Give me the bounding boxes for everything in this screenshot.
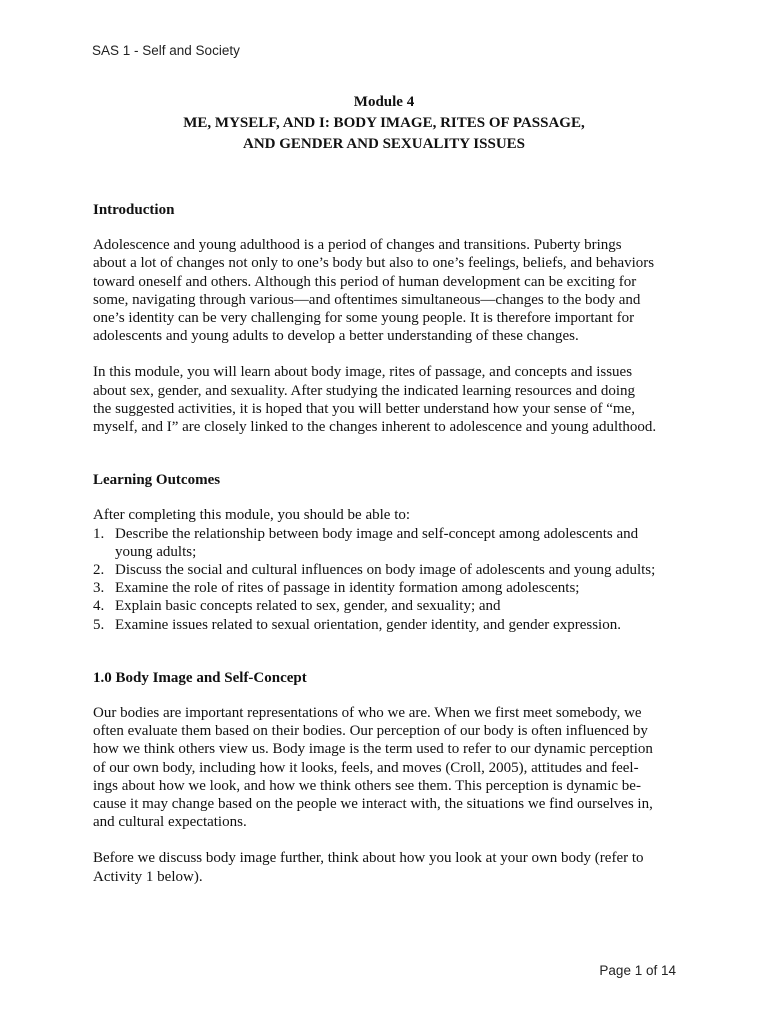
introduction-heading: Introduction xyxy=(93,202,175,218)
list-item-text: Explain basic concepts related to sex, gender, and sexuality; and xyxy=(115,598,501,615)
body-image-heading: 1.0 Body Image and Self-Concept xyxy=(93,669,307,686)
module-title-line-2: AND GENDER AND SEXUALITY ISSUES xyxy=(242,136,525,152)
text-line: myself, and I” are closely linked to the changes inherent to adolescence and young adulthood. xyxy=(93,419,657,436)
text-line: In this module, you will learn about body image, rites of passage, and concepts and issues xyxy=(93,364,633,381)
list-item xyxy=(93,597,683,615)
list-item-number: 1. xyxy=(93,525,105,542)
text-line: about sex, gender, and sexuality. After studying the indicated learning resources and doing xyxy=(93,382,636,399)
list-item-number: 2. xyxy=(93,562,105,579)
text-line: toward oneself and others. Although this period of human development can be exciting for xyxy=(93,273,637,290)
body-image-paragraph-1 xyxy=(93,704,683,831)
text-line: often evaluate them based on their bodies. Our perception of our body is often influenced by xyxy=(93,723,648,740)
text-line: about a lot of changes not only to one’s body but also to one’s feelings, beliefs, and behaviors xyxy=(93,255,655,272)
list-item-text: Examine issues related to sexual orientation, gender identity, and gender expression. xyxy=(115,616,621,633)
text-line: some, navigating through various—and oftentimes simultaneous—changes to the body and xyxy=(93,291,641,308)
text-line: adolescents and young adults to develop a better understanding of these changes. xyxy=(93,328,579,345)
list-item-number: 3. xyxy=(93,580,105,597)
page-content xyxy=(93,201,683,886)
list-item xyxy=(93,525,683,561)
module-title-block xyxy=(0,92,768,155)
text-line: and cultural expectations. xyxy=(93,814,247,831)
list-item-text: young adults; xyxy=(115,543,197,560)
list-item xyxy=(93,561,683,579)
list-item xyxy=(93,616,683,634)
body-image-paragraph-2 xyxy=(93,849,683,885)
text-line: cause it may change based on the people we interact with, the situations we find ourselves in, xyxy=(93,796,653,813)
page-number: Page 1 of 14 xyxy=(599,963,676,978)
learning-outcomes-heading: Learning Outcomes xyxy=(93,472,221,489)
text-line: one’s identity can be very challenging for some young people. It is therefore important for xyxy=(93,310,635,327)
list-item-text: Describe the relationship between body image and self-concept among adolescents and xyxy=(115,525,639,542)
running-header: SAS 1 - Self and Society xyxy=(92,43,240,58)
text-line: Activity 1 below). xyxy=(93,868,203,885)
text-line: ings about how we look, and how we think others see them. This perception is dynamic be- xyxy=(93,777,641,794)
learning-outcomes-list xyxy=(93,525,683,634)
list-item-text: Examine the role of rites of passage in identity formation among adolescents; xyxy=(115,580,580,597)
text-line: how we think others view us. Body image is the term used to refer to our dynamic perception xyxy=(93,741,653,758)
text-line: Our bodies are important representations of who we are. When we first meet somebody, we xyxy=(93,705,642,722)
learning-outcomes-intro: After completing this module, you should be able to: xyxy=(93,507,411,524)
module-number: Module 4 xyxy=(353,94,415,110)
list-item xyxy=(93,579,683,597)
introduction-paragraph-2 xyxy=(93,363,683,436)
list-item-text: Discuss the social and cultural influences on body image of adolescents and young adults; xyxy=(115,562,656,579)
list-item-number: 5. xyxy=(93,616,105,633)
list-item-number: 4. xyxy=(93,598,105,615)
text-line: Before we discuss body image further, think about how you look at your own body (refer to xyxy=(93,850,644,867)
module-title-line-1: ME, MYSELF, AND I: BODY IMAGE, RITES OF PASSAGE, xyxy=(183,115,585,131)
text-line: of our own body, including how it looks, feels, and moves (Croll, 2005), attitudes and feel- xyxy=(93,759,639,776)
text-line: Adolescence and young adulthood is a period of changes and transitions. Puberty brings xyxy=(93,237,622,254)
introduction-paragraph-1 xyxy=(93,236,683,345)
text-line: the suggested activities, it is hoped that you will better understand how your sense of “me, xyxy=(93,400,635,417)
